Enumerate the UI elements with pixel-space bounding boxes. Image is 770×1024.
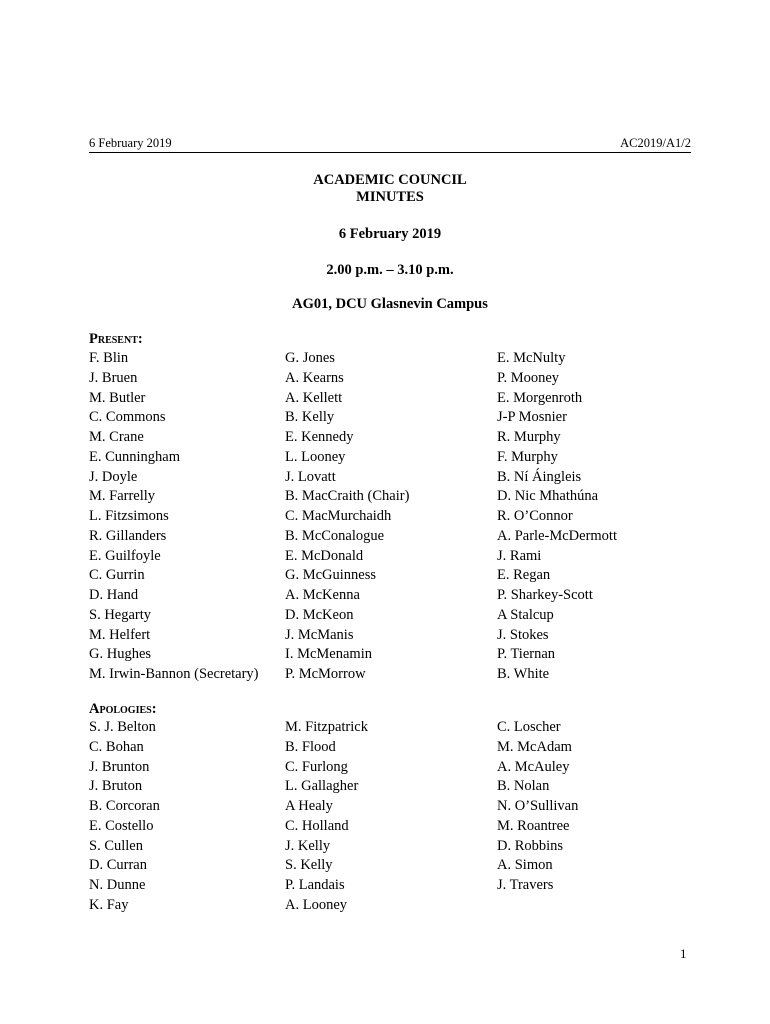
attendee-name: E. Costello [89, 817, 154, 834]
attendee-name: A. McAuley [497, 758, 570, 775]
attendee-name: B. McConalogue [285, 527, 385, 544]
attendee-name: N. Dunne [89, 877, 146, 893]
attendee-name: E. Regan [497, 567, 551, 584]
attendee-name: G. Hughes [89, 646, 152, 663]
attendee-name: P. Sharkey-Scott [497, 587, 593, 603]
attendee-name: P. Landais [285, 877, 345, 893]
attendee-name: A. Parle-McDermott [497, 527, 617, 544]
attendee-name: J. Rami [497, 547, 542, 564]
attendee-name: A Stalcup [497, 606, 554, 623]
attendee-name: B. MacCraith (Chair) [285, 488, 410, 505]
attendee-name: M. McAdam [497, 738, 572, 755]
attendee-name: C. Gurrin [89, 567, 145, 584]
attendee-name: S. Cullen [89, 837, 143, 854]
attendee-name: A. Looney [285, 896, 348, 913]
present-column-2 [285, 349, 409, 685]
attendee-name: S. J. Belton [89, 719, 156, 735]
attendee-name: N. O’Sullivan [497, 798, 579, 814]
attendee-name: C. Loscher [497, 719, 561, 735]
attendee-name: I. McMenamin [285, 646, 372, 663]
attendee-name: J. Stokes [497, 626, 549, 643]
attendee-name: J. McManis [285, 626, 354, 643]
attendee-name: G. Jones [285, 350, 335, 366]
attendee-name: A. McKenna [285, 587, 360, 603]
attendee-name: M. Crane [89, 429, 144, 445]
attendee-name: C. MacMurchaidh [285, 508, 392, 524]
meeting-venue: AG01, DCU Glasnevin Campus [292, 296, 488, 312]
attendee-name: C. Holland [285, 817, 349, 834]
present-column-1 [89, 349, 259, 685]
attendee-name: E. Morgenroth [497, 389, 583, 406]
title-line-2: MINUTES [356, 189, 424, 205]
attendee-name: A. Kellett [285, 389, 343, 406]
attendee-name: E. Guilfoyle [89, 547, 161, 564]
attendee-name: B. Flood [285, 738, 336, 755]
attendee-name: G. McGuinness [285, 567, 377, 584]
page-number: 1 [680, 946, 687, 961]
attendee-name: F. Murphy [497, 448, 558, 465]
attendee-name: B. White [497, 666, 550, 682]
attendee-name: S. Hegarty [89, 606, 152, 623]
attendee-name: C. Furlong [285, 758, 348, 775]
attendee-name: E. Kennedy [285, 429, 354, 445]
attendee-name: L. Fitzsimons [89, 508, 169, 524]
attendee-name: J. Kelly [285, 837, 331, 854]
attendee-name: E. Cunningham [89, 448, 181, 465]
attendee-name: P. McMorrow [285, 666, 366, 682]
attendee-name: B. Nolan [497, 778, 550, 795]
attendee-name: M. Fitzpatrick [285, 719, 368, 735]
meeting-time: 2.00 p.m. – 3.10 p.m. [326, 262, 454, 278]
attendee-name: K. Fay [89, 896, 129, 913]
title-line-1: ACADEMIC COUNCIL [313, 172, 467, 188]
attendee-name: M. Irwin-Bannon (Secretary) [89, 666, 259, 682]
header-date: 6 February 2019 [89, 136, 172, 150]
header-reference: AC2019/A1/2 [620, 136, 691, 150]
attendee-name: R. Murphy [497, 429, 561, 445]
attendee-name: J. Doyle [89, 468, 138, 485]
attendee-name: J. Bruen [89, 369, 138, 386]
attendee-name: R. O’Connor [497, 508, 573, 524]
attendee-name: M. Butler [89, 389, 146, 406]
attendee-name: B. Ní Áingleis [497, 468, 582, 485]
apologies-heading: Apologies: [89, 701, 157, 717]
present-heading: Present: [89, 331, 143, 347]
meeting-date: 6 February 2019 [338, 226, 442, 242]
attendee-name: L. Looney [285, 448, 346, 465]
attendee-name: P. Mooney [497, 369, 560, 386]
apologies-column-3 [497, 718, 578, 896]
attendee-name: A Healy [285, 798, 333, 814]
attendee-name: J. Travers [497, 877, 554, 893]
apologies-column-1 [89, 718, 160, 916]
attendee-name: R. Gillanders [89, 527, 167, 544]
attendee-name: J. Lovatt [285, 468, 336, 485]
attendee-name: A. Kearns [285, 369, 344, 386]
attendee-name: D. Nic Mhathúna [497, 488, 599, 505]
attendee-name: M. Farrelly [89, 488, 156, 505]
attendee-name: J. Bruton [89, 778, 143, 795]
attendee-name: A. Simon [497, 857, 553, 874]
page-header [89, 136, 691, 153]
attendee-name: M. Roantree [497, 817, 570, 834]
attendee-name: J-P Mosnier [497, 409, 567, 426]
attendee-name: C. Bohan [89, 738, 144, 755]
attendee-name: L. Gallagher [285, 778, 359, 795]
attendee-name: F. Blin [89, 350, 129, 366]
present-column-3 [497, 349, 617, 685]
attendee-name: J. Brunton [89, 758, 150, 775]
attendee-name: D. Hand [89, 587, 139, 603]
attendee-name: D. Robbins [497, 837, 564, 854]
attendee-name: E. McDonald [285, 547, 364, 564]
attendee-name: S. Kelly [285, 857, 333, 874]
attendee-name: C. Commons [89, 409, 166, 426]
attendee-name: P. Tiernan [497, 646, 556, 663]
attendee-name: B. Corcoran [89, 798, 160, 814]
apologies-column-2 [285, 718, 368, 916]
attendee-name: E. McNulty [497, 350, 566, 366]
attendee-name: B. Kelly [285, 409, 335, 426]
attendee-name: D. McKeon [285, 606, 354, 623]
attendee-name: M. Helfert [89, 626, 151, 643]
attendee-name: D. Curran [89, 857, 147, 874]
